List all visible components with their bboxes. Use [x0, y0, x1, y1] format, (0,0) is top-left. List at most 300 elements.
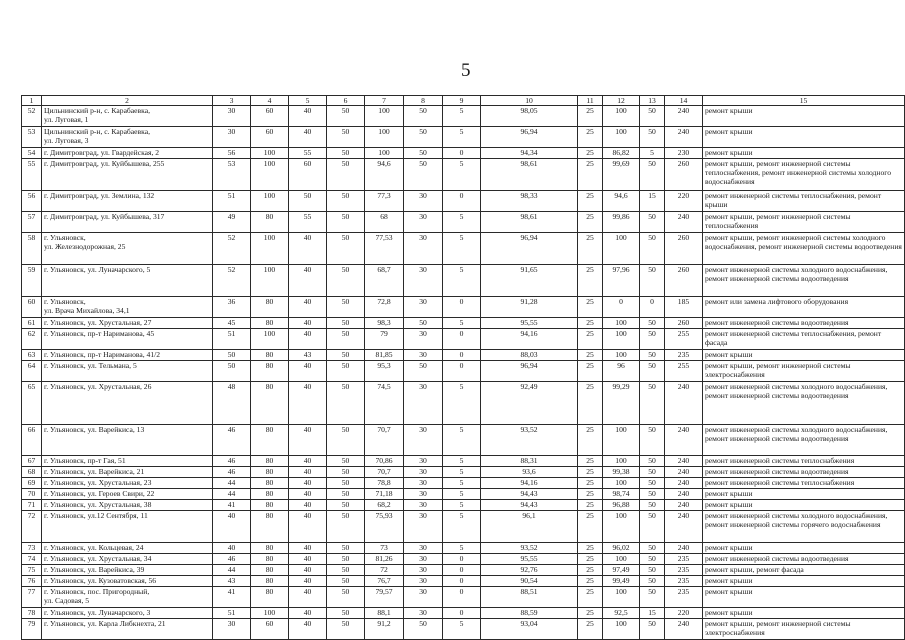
row-number-cell: 58	[22, 233, 42, 265]
address-cell: г. Ульяновск, ул. Хрустальная, 27	[42, 318, 213, 329]
col-5-cell: 40	[289, 329, 327, 350]
address-cell: г. Ульяновск, ул. Хрустальная, 23	[42, 478, 213, 489]
col-8-cell: 30	[404, 489, 443, 500]
col-4-cell: 100	[251, 608, 289, 619]
col-8-cell: 30	[404, 587, 443, 608]
col-4-cell: 100	[251, 265, 289, 297]
col-9-cell: 5	[443, 159, 481, 191]
header-cell-3: 3	[213, 96, 251, 106]
work-type-cell: ремонт крыши	[703, 587, 905, 608]
col-10-cell: 91,28	[481, 297, 578, 318]
total-score-cell: 260	[665, 233, 703, 265]
col-9-cell: 0	[443, 608, 481, 619]
header-cell-8: 8	[404, 96, 443, 106]
col-4-cell: 80	[251, 576, 289, 587]
col-3-cell: 48	[213, 382, 251, 425]
col-12-cell: 99,69	[603, 159, 640, 191]
col-11-cell: 25	[578, 608, 603, 619]
work-type-cell: ремонт инженерной системы водоотведения	[703, 318, 905, 329]
row-number-cell: 59	[22, 265, 42, 297]
header-cell-11: 11	[578, 96, 603, 106]
table-row	[22, 554, 905, 565]
work-type-cell: ремонт крыши, ремонт инженерной системы холодного водоснабжения, ремонт инженерной системы водоотведения	[703, 233, 905, 265]
col-13-cell: 50	[640, 425, 665, 456]
address-cell: г. Ульяновск, пос. Пригородный, ул. Садовая, 5	[42, 587, 213, 608]
table-row	[22, 233, 905, 265]
table-row	[22, 511, 905, 543]
col-8-cell: 30	[404, 350, 443, 361]
col-6-cell: 50	[327, 425, 365, 456]
col-5-cell: 40	[289, 127, 327, 148]
total-score-cell: 260	[665, 265, 703, 297]
col-7-cell: 95,3	[365, 361, 404, 382]
col-6-cell: 50	[327, 619, 365, 640]
work-type-cell: ремонт инженерной системы теплоснабжения, ремонт крыши	[703, 191, 905, 212]
col-6-cell: 50	[327, 554, 365, 565]
col-13-cell: 5	[640, 148, 665, 159]
col-5-cell: 40	[289, 500, 327, 511]
table-row	[22, 587, 905, 608]
col-12-cell: 100	[603, 456, 640, 467]
col-11-cell: 25	[578, 318, 603, 329]
col-4-cell: 80	[251, 587, 289, 608]
col-13-cell: 50	[640, 456, 665, 467]
col-8-cell: 50	[404, 318, 443, 329]
col-3-cell: 46	[213, 554, 251, 565]
col-6-cell: 50	[327, 543, 365, 554]
total-score-cell: 240	[665, 478, 703, 489]
col-9-cell: 0	[443, 329, 481, 350]
col-12-cell: 100	[603, 511, 640, 543]
col-4-cell: 80	[251, 467, 289, 478]
col-8-cell: 50	[404, 159, 443, 191]
row-number-cell: 79	[22, 619, 42, 640]
col-5-cell: 40	[289, 233, 327, 265]
col-3-cell: 41	[213, 500, 251, 511]
col-10-cell: 88,51	[481, 587, 578, 608]
col-11-cell: 25	[578, 587, 603, 608]
col-9-cell: 5	[443, 456, 481, 467]
col-7-cell: 81,85	[365, 350, 404, 361]
col-9-cell: 0	[443, 148, 481, 159]
col-9-cell: 0	[443, 191, 481, 212]
col-5-cell: 40	[289, 467, 327, 478]
col-13-cell: 50	[640, 500, 665, 511]
work-type-cell: ремонт инженерной системы холодного водоснабжения, ремонт инженерной системы водоотведения	[703, 425, 905, 456]
total-score-cell: 240	[665, 543, 703, 554]
page-number: 5	[461, 60, 471, 81]
col-7-cell: 100	[365, 148, 404, 159]
col-13-cell: 50	[640, 382, 665, 425]
col-5-cell: 50	[289, 191, 327, 212]
col-13-cell: 50	[640, 511, 665, 543]
col-8-cell: 30	[404, 329, 443, 350]
col-4-cell: 100	[251, 191, 289, 212]
row-number-cell: 63	[22, 350, 42, 361]
table-row	[22, 159, 905, 191]
row-number-cell: 72	[22, 511, 42, 543]
col-7-cell: 68	[365, 212, 404, 233]
address-cell: г. Димитровград, ул. Куйбышева, 317	[42, 212, 213, 233]
col-10-cell: 98,61	[481, 212, 578, 233]
table-row	[22, 318, 905, 329]
col-7-cell: 70,7	[365, 425, 404, 456]
col-11-cell: 25	[578, 233, 603, 265]
table-row	[22, 191, 905, 212]
work-type-cell: ремонт крыши	[703, 489, 905, 500]
col-4-cell: 80	[251, 297, 289, 318]
col-8-cell: 30	[404, 265, 443, 297]
table-row	[22, 212, 905, 233]
table-row	[22, 565, 905, 576]
work-type-cell: ремонт крыши	[703, 127, 905, 148]
col-12-cell: 100	[603, 619, 640, 640]
col-7-cell: 76,7	[365, 576, 404, 587]
col-13-cell: 50	[640, 587, 665, 608]
col-4-cell: 80	[251, 361, 289, 382]
col-8-cell: 30	[404, 608, 443, 619]
col-10-cell: 94,16	[481, 329, 578, 350]
col-7-cell: 79,57	[365, 587, 404, 608]
col-8-cell: 30	[404, 467, 443, 478]
col-11-cell: 25	[578, 554, 603, 565]
col-4-cell: 80	[251, 478, 289, 489]
col-13-cell: 15	[640, 191, 665, 212]
table-row	[22, 329, 905, 350]
col-11-cell: 25	[578, 106, 603, 127]
col-6-cell: 50	[327, 565, 365, 576]
col-13-cell: 50	[640, 543, 665, 554]
col-6-cell: 50	[327, 350, 365, 361]
work-type-cell: ремонт крыши, ремонт инженерной системы теплоснабжения	[703, 212, 905, 233]
col-10-cell: 95,55	[481, 554, 578, 565]
row-number-cell: 74	[22, 554, 42, 565]
col-7-cell: 100	[365, 127, 404, 148]
col-6-cell: 50	[327, 478, 365, 489]
col-4-cell: 80	[251, 554, 289, 565]
total-score-cell: 260	[665, 159, 703, 191]
col-12-cell: 97,96	[603, 265, 640, 297]
total-score-cell: 235	[665, 565, 703, 576]
col-12-cell: 100	[603, 478, 640, 489]
col-6-cell: 50	[327, 148, 365, 159]
col-3-cell: 44	[213, 478, 251, 489]
col-10-cell: 93,52	[481, 425, 578, 456]
col-7-cell: 77,53	[365, 233, 404, 265]
col-7-cell: 79	[365, 329, 404, 350]
col-4-cell: 80	[251, 489, 289, 500]
col-5-cell: 40	[289, 297, 327, 318]
col-4-cell: 80	[251, 565, 289, 576]
col-12-cell: 100	[603, 329, 640, 350]
col-13-cell: 50	[640, 106, 665, 127]
row-number-cell: 67	[22, 456, 42, 467]
col-8-cell: 30	[404, 554, 443, 565]
col-5-cell: 60	[289, 159, 327, 191]
col-7-cell: 70,7	[365, 467, 404, 478]
col-6-cell: 50	[327, 489, 365, 500]
col-9-cell: 0	[443, 565, 481, 576]
col-4-cell: 100	[251, 233, 289, 265]
col-6-cell: 50	[327, 608, 365, 619]
col-3-cell: 50	[213, 361, 251, 382]
col-8-cell: 30	[404, 543, 443, 554]
col-9-cell: 0	[443, 297, 481, 318]
col-7-cell: 78,8	[365, 478, 404, 489]
header-cell-2: 2	[42, 96, 213, 106]
col-11-cell: 25	[578, 565, 603, 576]
col-8-cell: 50	[404, 361, 443, 382]
col-11-cell: 25	[578, 361, 603, 382]
work-type-cell: ремонт крыши	[703, 350, 905, 361]
col-5-cell: 55	[289, 148, 327, 159]
col-5-cell: 40	[289, 565, 327, 576]
address-cell: г. Ульяновск, ул. Луначарского, 5	[42, 265, 213, 297]
col-12-cell: 96,88	[603, 500, 640, 511]
col-3-cell: 51	[213, 608, 251, 619]
col-4-cell: 80	[251, 511, 289, 543]
row-number-cell: 52	[22, 106, 42, 127]
header-cell-14: 14	[665, 96, 703, 106]
col-9-cell: 5	[443, 619, 481, 640]
total-score-cell: 240	[665, 500, 703, 511]
table-row	[22, 489, 905, 500]
col-10-cell: 96,94	[481, 233, 578, 265]
header-row	[22, 96, 905, 106]
col-6-cell: 50	[327, 159, 365, 191]
col-3-cell: 45	[213, 318, 251, 329]
total-score-cell: 240	[665, 106, 703, 127]
col-6-cell: 50	[327, 329, 365, 350]
table-row	[22, 127, 905, 148]
col-10-cell: 88,59	[481, 608, 578, 619]
col-4-cell: 80	[251, 500, 289, 511]
col-12-cell: 99,29	[603, 382, 640, 425]
address-cell: г. Ульяновск, ул.12 Сентября, 11	[42, 511, 213, 543]
address-cell: г. Ульяновск, ул. Варейкиса, 13	[42, 425, 213, 456]
col-10-cell: 91,65	[481, 265, 578, 297]
col-7-cell: 81,26	[365, 554, 404, 565]
col-5-cell: 40	[289, 456, 327, 467]
col-9-cell: 0	[443, 587, 481, 608]
col-4-cell: 80	[251, 382, 289, 425]
col-3-cell: 44	[213, 489, 251, 500]
col-5-cell: 40	[289, 554, 327, 565]
col-8-cell: 30	[404, 233, 443, 265]
col-6-cell: 50	[327, 500, 365, 511]
col-8-cell: 30	[404, 565, 443, 576]
col-11-cell: 25	[578, 543, 603, 554]
col-3-cell: 41	[213, 587, 251, 608]
total-score-cell: 185	[665, 297, 703, 318]
address-cell: Цильнинский р-н, с. Карабаевка, ул. Луговая, 1	[42, 106, 213, 127]
col-5-cell: 40	[289, 382, 327, 425]
address-cell: г. Ульяновск, пр-т Гая, 51	[42, 456, 213, 467]
total-score-cell: 235	[665, 350, 703, 361]
work-type-cell: ремонт крыши	[703, 576, 905, 587]
table-row	[22, 456, 905, 467]
col-6-cell: 50	[327, 318, 365, 329]
col-11-cell: 25	[578, 576, 603, 587]
col-4-cell: 60	[251, 127, 289, 148]
work-type-cell: ремонт крыши, ремонт инженерной системы теплоснабжения, ремонт инженерной системы холодного водоснабжения	[703, 159, 905, 191]
table-row	[22, 350, 905, 361]
work-type-cell: ремонт инженерной системы теплоснабжения	[703, 478, 905, 489]
col-12-cell: 98,74	[603, 489, 640, 500]
table-row	[22, 265, 905, 297]
col-3-cell: 56	[213, 148, 251, 159]
col-5-cell: 40	[289, 543, 327, 554]
table-row	[22, 478, 905, 489]
col-10-cell: 92,49	[481, 382, 578, 425]
col-9-cell: 5	[443, 318, 481, 329]
work-type-cell: ремонт крыши, ремонт инженерной системы электроснабжения	[703, 619, 905, 640]
col-8-cell: 30	[404, 297, 443, 318]
col-5-cell: 40	[289, 265, 327, 297]
col-12-cell: 100	[603, 318, 640, 329]
col-10-cell: 88,31	[481, 456, 578, 467]
col-6-cell: 50	[327, 265, 365, 297]
col-13-cell: 50	[640, 233, 665, 265]
col-5-cell: 40	[289, 619, 327, 640]
col-9-cell: 5	[443, 467, 481, 478]
col-13-cell: 50	[640, 554, 665, 565]
address-cell: г. Ульяновск, ул. Железнодорожная, 25	[42, 233, 213, 265]
total-score-cell: 235	[665, 554, 703, 565]
col-4-cell: 100	[251, 329, 289, 350]
col-11-cell: 25	[578, 489, 603, 500]
col-7-cell: 88,1	[365, 608, 404, 619]
col-10-cell: 98,05	[481, 106, 578, 127]
total-score-cell: 260	[665, 318, 703, 329]
work-type-cell: ремонт инженерной системы теплоснабжения, ремонт фасада	[703, 329, 905, 350]
address-cell: г. Димитровград, ул. Куйбышева, 255	[42, 159, 213, 191]
total-score-cell: 255	[665, 329, 703, 350]
col-3-cell: 50	[213, 350, 251, 361]
col-8-cell: 30	[404, 191, 443, 212]
row-number-cell: 57	[22, 212, 42, 233]
col-3-cell: 46	[213, 425, 251, 456]
col-10-cell: 96,1	[481, 511, 578, 543]
work-type-cell: ремонт инженерной системы водоотведения	[703, 467, 905, 478]
col-6-cell: 50	[327, 382, 365, 425]
header-cell-13: 13	[640, 96, 665, 106]
col-11-cell: 25	[578, 212, 603, 233]
buildings-table	[21, 95, 905, 640]
row-number-cell: 56	[22, 191, 42, 212]
col-8-cell: 30	[404, 382, 443, 425]
row-number-cell: 68	[22, 467, 42, 478]
address-cell: г. Димитровград, ул. Гвардейская, 2	[42, 148, 213, 159]
address-cell: г. Ульяновск, ул. Хрустальная, 34	[42, 554, 213, 565]
total-score-cell: 240	[665, 489, 703, 500]
col-12-cell: 100	[603, 425, 640, 456]
address-cell: г. Ульяновск, ул. Кольцевая, 24	[42, 543, 213, 554]
col-6-cell: 50	[327, 456, 365, 467]
col-11-cell: 25	[578, 456, 603, 467]
col-12-cell: 100	[603, 587, 640, 608]
col-6-cell: 50	[327, 467, 365, 478]
header-cell-15: 15	[703, 96, 905, 106]
col-13-cell: 50	[640, 478, 665, 489]
work-type-cell: ремонт крыши	[703, 500, 905, 511]
col-11-cell: 25	[578, 159, 603, 191]
col-8-cell: 30	[404, 425, 443, 456]
col-9-cell: 5	[443, 265, 481, 297]
col-11-cell: 25	[578, 511, 603, 543]
col-9-cell: 0	[443, 576, 481, 587]
table-row	[22, 500, 905, 511]
total-score-cell: 240	[665, 382, 703, 425]
row-number-cell: 60	[22, 297, 42, 318]
col-6-cell: 50	[327, 576, 365, 587]
col-10-cell: 96,94	[481, 127, 578, 148]
col-7-cell: 68,2	[365, 500, 404, 511]
total-score-cell: 240	[665, 619, 703, 640]
address-cell: Цильнинский р-н, с. Карабаевка, ул. Луговая, 3	[42, 127, 213, 148]
header-cell-10: 10	[481, 96, 578, 106]
header-cell-1: 1	[22, 96, 42, 106]
work-type-cell: ремонт инженерной системы теплоснабжения	[703, 456, 905, 467]
col-7-cell: 72	[365, 565, 404, 576]
col-5-cell: 40	[289, 489, 327, 500]
table-row	[22, 543, 905, 554]
col-5-cell: 40	[289, 587, 327, 608]
col-9-cell: 5	[443, 382, 481, 425]
col-13-cell: 50	[640, 350, 665, 361]
col-6-cell: 50	[327, 233, 365, 265]
col-10-cell: 93,6	[481, 467, 578, 478]
col-4-cell: 80	[251, 318, 289, 329]
col-11-cell: 25	[578, 148, 603, 159]
row-number-cell: 55	[22, 159, 42, 191]
row-number-cell: 53	[22, 127, 42, 148]
col-3-cell: 52	[213, 233, 251, 265]
col-10-cell: 96,94	[481, 361, 578, 382]
work-type-cell: ремонт инженерной системы холодного водоснабжения, ремонт инженерной системы горячего водоснабжения	[703, 511, 905, 543]
col-10-cell: 88,03	[481, 350, 578, 361]
address-cell: г. Ульяновск, ул. Кузоватовская, 56	[42, 576, 213, 587]
address-cell: г. Ульяновск, ул. Карла Либкнехта, 21	[42, 619, 213, 640]
col-4-cell: 80	[251, 350, 289, 361]
work-type-cell: ремонт крыши	[703, 608, 905, 619]
col-3-cell: 46	[213, 456, 251, 467]
table-row	[22, 619, 905, 640]
work-type-cell: ремонт инженерной системы холодного водоснабжения, ремонт инженерной системы водоотведения	[703, 382, 905, 425]
row-number-cell: 64	[22, 361, 42, 382]
col-7-cell: 74,5	[365, 382, 404, 425]
row-number-cell: 73	[22, 543, 42, 554]
table-row	[22, 425, 905, 456]
col-3-cell: 51	[213, 191, 251, 212]
row-number-cell: 71	[22, 500, 42, 511]
col-3-cell: 52	[213, 265, 251, 297]
col-13-cell: 50	[640, 318, 665, 329]
col-7-cell: 70,86	[365, 456, 404, 467]
col-13-cell: 50	[640, 159, 665, 191]
total-score-cell: 240	[665, 425, 703, 456]
col-4-cell: 60	[251, 106, 289, 127]
table-row	[22, 382, 905, 425]
col-12-cell: 100	[603, 127, 640, 148]
col-12-cell: 99,38	[603, 467, 640, 478]
total-score-cell: 235	[665, 587, 703, 608]
col-6-cell: 50	[327, 212, 365, 233]
col-11-cell: 25	[578, 265, 603, 297]
col-5-cell: 40	[289, 425, 327, 456]
address-cell: г. Ульяновск, ул. Луначарского, 3	[42, 608, 213, 619]
col-13-cell: 50	[640, 212, 665, 233]
